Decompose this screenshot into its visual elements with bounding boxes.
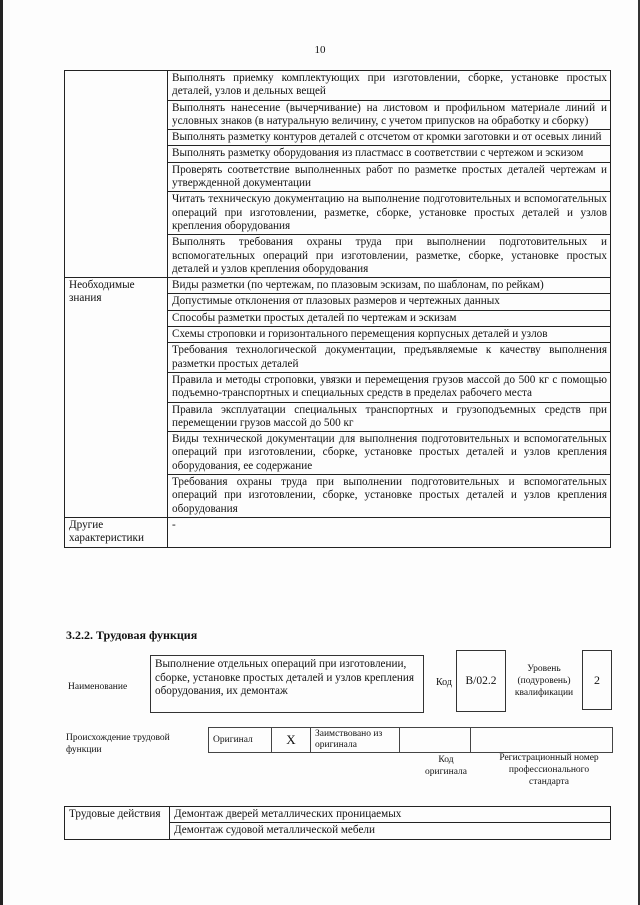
row-description: Виды разметки (по чертежам, по плазовым эскизам, по шаблонам, по рейкам) bbox=[168, 278, 611, 294]
row-description: Проверять соответствие выполненных работ по разметке простых деталей чертежам и утвержденной документации bbox=[168, 162, 611, 192]
row-description: Выполнять требования охраны труда при выполнении подготовительных и вспомогательных операций при изготовлении, разметке, сборке, установке простых деталей и узлов крепления оборудования bbox=[168, 235, 611, 278]
origin-original-cell: Оригинал bbox=[209, 728, 272, 753]
row-description: Выполнять приемку комплектующих при изготовлении, сборке, установке простых деталей, узлов и дельных вещей bbox=[168, 71, 611, 101]
row-description: Выполнять разметку оборудования из пластмасс в соответствии с чертежом и эскизом bbox=[168, 146, 611, 162]
scan-edge-left bbox=[0, 0, 3, 905]
page-number: 10 bbox=[314, 44, 326, 56]
row-description: Виды технической документации для выполнения подготовительных и вспомогательных операций при изготовлении, сборке, установке простых деталей и узлов крепления оборудования, ее содержание bbox=[168, 432, 611, 475]
row-description: Правила эксплуатации специальных транспортных и грузоподъемных средств при перемещении грузов массой до 500 кг bbox=[168, 402, 611, 432]
skills-knowledge-table bbox=[64, 70, 611, 548]
origin-code-cell bbox=[400, 728, 471, 753]
row-description: Выполнять разметку контуров деталей с отсчетом от кромки заготовки и от осевых линий bbox=[168, 130, 611, 146]
table-row bbox=[65, 807, 611, 823]
function-code-value: B/02.2 bbox=[456, 650, 506, 712]
row-description: - bbox=[168, 517, 611, 547]
origin-label: Происхождение трудовой функции bbox=[66, 733, 170, 755]
row-category-label bbox=[65, 71, 168, 278]
row-description: Выполнять нанесение (вычерчивание) на листовом и профильном материале линий и условных знаков (в натуральную величину, с учетом припусков на обработку и сборку) bbox=[168, 100, 611, 130]
origin-borrowed-cell: Заимствовано из оригинала bbox=[311, 728, 400, 753]
qualification-level-label: Уровень (подуровень) квалификации bbox=[514, 664, 574, 698]
function-name-label: Наименование bbox=[68, 682, 128, 692]
action-item: Демонтаж судовой металлической мебели bbox=[170, 823, 611, 839]
section-title: 3.2.2. Трудовая функция bbox=[66, 628, 198, 642]
row-description: Читать техническую документацию на выполнение подготовительных и вспомогательных операций при изготовлении, разметке, сборке, установке простых деталей и узлов крепления оборудования bbox=[168, 192, 611, 235]
row-category-label: Необходимые знания bbox=[65, 278, 168, 518]
row-description: Допустимые отклонения от плазовых размеров и чертежных данных bbox=[168, 294, 611, 310]
row-description: Правила и методы строповки, увязки и перемещения грузов массой до 500 кг с помощью подъемно-транспортных и специальных средств в пределах рабочего места bbox=[168, 372, 611, 402]
function-code-label: Код bbox=[436, 677, 452, 688]
row-description: Способы разметки простых деталей по чертежам и эскизам bbox=[168, 310, 611, 326]
function-name-value: Выполнение отдельных операций при изготовлении, сборке, установке простых деталей и узлов крепления оборудования, их демонтаж bbox=[150, 655, 424, 713]
labor-actions-table bbox=[64, 806, 611, 840]
row-description: Требования технологической документации, предъявляемые к качеству выполнения разметки простых деталей bbox=[168, 343, 611, 373]
qualification-level-value: 2 bbox=[582, 650, 612, 710]
row-description: Схемы строповки и горизонтального перемещения корпусных деталей и узлов bbox=[168, 327, 611, 343]
table-row bbox=[65, 278, 611, 294]
origin-reg-label: Регистрационный номер профессионального стандарта bbox=[499, 753, 599, 787]
origin-code-label: Код оригинала bbox=[425, 755, 467, 777]
table-row bbox=[65, 71, 611, 101]
action-item: Демонтаж дверей металлических проницаемых bbox=[170, 807, 611, 823]
table-row bbox=[65, 517, 611, 547]
row-category-label: Другие характеристики bbox=[65, 517, 168, 547]
origin-mark-cell: X bbox=[272, 728, 311, 753]
row-description: Требования охраны труда при выполнении подготовительных и вспомогательных операций при изготовлении, сборке, установке простых деталей и узлов крепления оборудования bbox=[168, 475, 611, 518]
origin-reg-cell bbox=[471, 728, 613, 753]
actions-label: Трудовые действия bbox=[65, 807, 170, 840]
origin-table bbox=[208, 727, 613, 753]
